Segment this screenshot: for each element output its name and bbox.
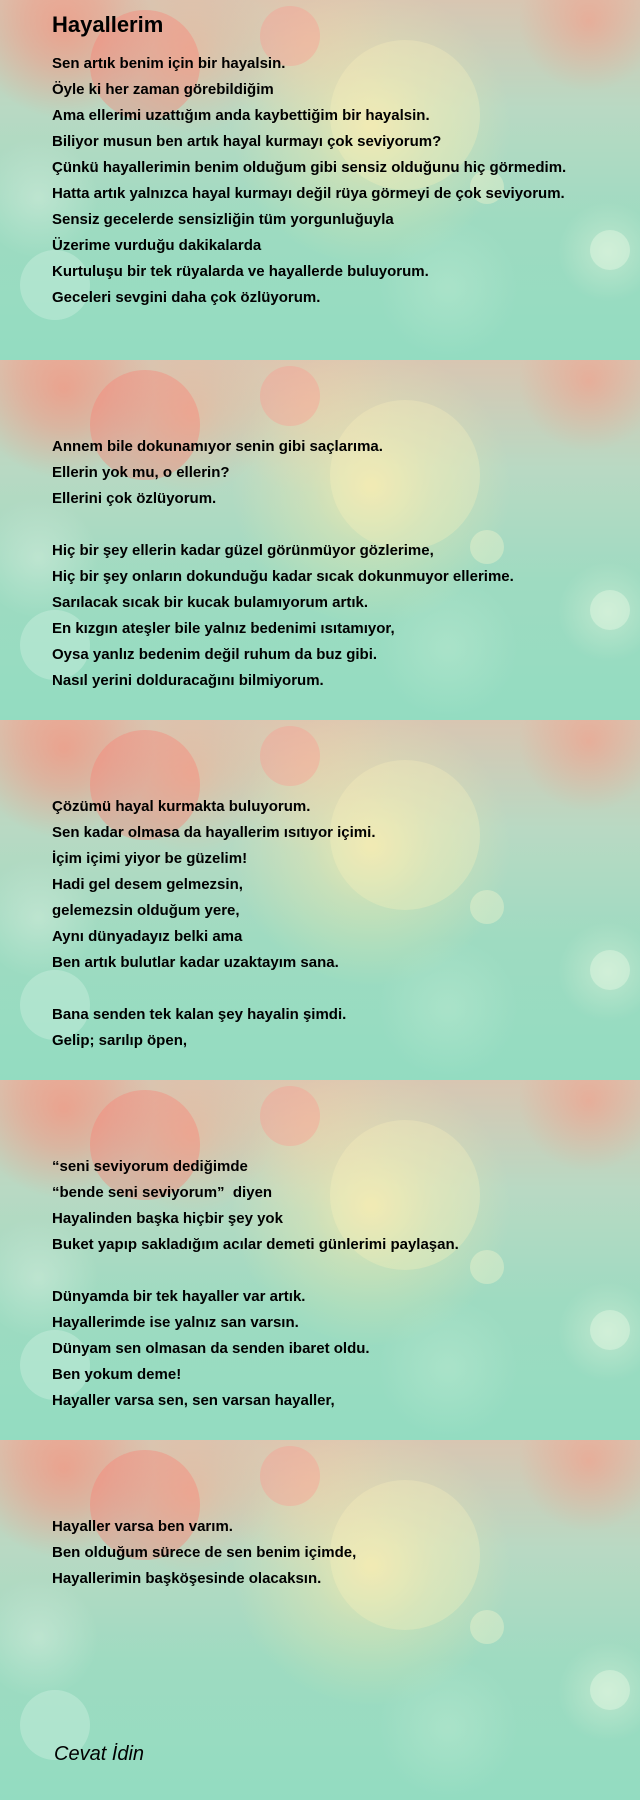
poem-line: Geceleri sevgini daha çok özlüyorum.: [52, 289, 321, 306]
poem-line: Gelip; sarılıp öpen,: [52, 1032, 188, 1049]
poem-line: Öyle ki her zaman görebildiğim: [52, 81, 274, 98]
poem-line: [52, 976, 375, 1002]
poem-line: Nasıl yerini dolduracağını bilmiyorum.: [52, 672, 324, 689]
poem-line: Sen artık benim için bir hayalsin.: [52, 55, 286, 72]
stanza-3: [52, 768, 375, 1054]
stanza-2: [52, 408, 514, 694]
poem-line: Annem bile dokunamıyor senin gibi saçlarıma.: [52, 438, 383, 455]
poem-author: Cevat İdin: [54, 1743, 145, 1765]
bokeh-light: [590, 1310, 630, 1350]
poem-line: Oysa yanlız bedenim değil ruhum da buz gibi.: [52, 646, 378, 663]
poem-line: Ama ellerimi uzattığım anda kaybettiğim bir hayalsin.: [52, 107, 430, 124]
poem-line: Ben artık bulutlar kadar uzaktayım sana.: [52, 954, 339, 971]
poem-line: Sarılacak sıcak bir kucak bulamıyorum artık.: [52, 594, 368, 611]
poem-title: Hayallerim: [52, 12, 164, 37]
poem-line: Buket yapıp sakladığım acılar demeti günlerimi paylaşan.: [52, 1236, 459, 1253]
poem-panel-3: [0, 720, 640, 1080]
poem-line: Ellerin yok mu, o ellerin?: [52, 464, 230, 481]
poem-line: [52, 1258, 459, 1284]
poem-line: [52, 1128, 459, 1154]
poem-line: Hayaller varsa ben varım.: [52, 1518, 233, 1535]
poem-line: Hayalinden başka hiçbir şey yok: [52, 1210, 283, 1227]
poem-line: Sen kadar olmasa da hayallerim ısıtıyor içimi.: [52, 824, 376, 841]
poem-line: İçim içimi yiyor be güzelim!: [52, 850, 248, 867]
poem-line: Hayaller varsa sen, sen varsan hayaller,: [52, 1392, 335, 1409]
stanza-5: [52, 1488, 356, 1592]
poem-panel-5: [0, 1440, 640, 1800]
bokeh-light: [590, 950, 630, 990]
poem-panel-2: [0, 360, 640, 720]
bokeh-light: [470, 890, 504, 924]
poem-line: Hiç bir şey onların dokunduğu kadar sıcak dokunmuyor ellerime.: [52, 568, 514, 585]
poem-line: Sensiz gecelerde sensizliğin tüm yorgunluğuyla: [52, 211, 394, 228]
poem-line: [52, 768, 375, 794]
bokeh-light: [470, 1250, 504, 1284]
poem-line: “bende seni seviyorum” diyen: [52, 1184, 273, 1201]
stanza-1: [52, 51, 566, 311]
bokeh-light: [590, 590, 630, 630]
poem-line: [52, 1488, 356, 1514]
poem-line: Üzerime vurduğu dakikalarda: [52, 237, 262, 254]
bokeh-light: [470, 1610, 504, 1644]
poem-line: Hayallerimin başköşesinde olacaksın.: [52, 1570, 322, 1587]
poem-line: Ben olduğum sürece de sen benim içimde,: [52, 1544, 357, 1561]
bokeh-light: [590, 230, 630, 270]
poem-line: Hiç bir şey ellerin kadar güzel görünmüyor gözlerime,: [52, 542, 434, 559]
poem-line: Ben yokum deme!: [52, 1366, 182, 1383]
poem-line: Dünyam sen olmasan da senden ibaret oldu.: [52, 1340, 370, 1357]
poem-panel-4: [0, 1080, 640, 1440]
poem-line: Çözümü hayal kurmakta buluyorum.: [52, 798, 311, 815]
poem-line: “seni seviyorum dediğimde: [52, 1158, 248, 1175]
poem-line: Aynı dünyadayız belki ama: [52, 928, 243, 945]
poem-line: [52, 512, 514, 538]
poem-line: En kızgın ateşler bile yalnız bedenimi ısıtamıyor,: [52, 620, 395, 637]
poem-line: Dünyamda bir tek hayaller var artık.: [52, 1288, 306, 1305]
poem-line: Bana senden tek kalan şey hayalin şimdi.: [52, 1006, 347, 1023]
poem-line: Çünkü hayallerimin benim olduğum gibi sensiz olduğunu hiç görmedim.: [52, 159, 567, 176]
poem-line: Biliyor musun ben artık hayal kurmayı çok seviyorum?: [52, 133, 442, 150]
poem-line: Hayallerimde ise yalnız san varsın.: [52, 1314, 299, 1331]
poem-line: Hatta artık yalnızca hayal kurmayı değil rüya görmeyi de çok seviyorum.: [52, 185, 565, 202]
poem-panel-1: [0, 0, 640, 360]
poem-line: gelemezsin olduğum yere,: [52, 902, 240, 919]
poem-line: [52, 408, 514, 434]
bokeh-light: [590, 1670, 630, 1710]
poem-line: Ellerini çok özlüyorum.: [52, 490, 217, 507]
poem-line: Hadi gel desem gelmezsin,: [52, 876, 243, 893]
poem-line: Kurtuluşu bir tek rüyalarda ve hayallerde buluyorum.: [52, 263, 429, 280]
stanza-4: [52, 1128, 459, 1414]
